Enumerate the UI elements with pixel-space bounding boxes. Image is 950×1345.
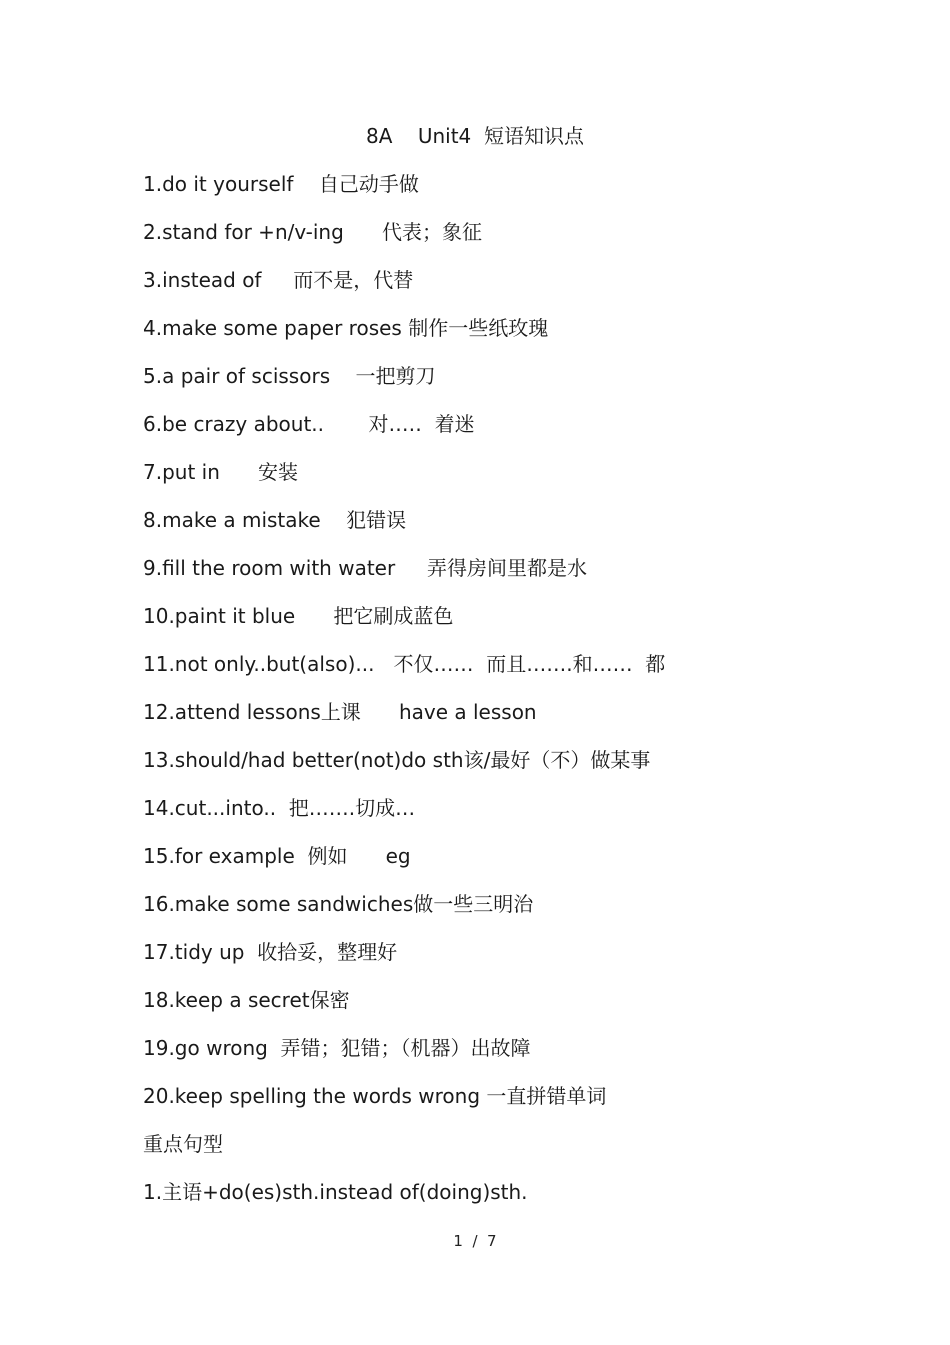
list-item: 3.instead of 而不是，代替 [143,268,414,292]
list-item: 11.not only..but(also)... 不仅…… 而且…….和…… 都 [143,652,666,676]
list-item: 18.keep a secret保密 [143,988,350,1012]
list-item: 20.keep spelling the words wrong 一直拼错单词 [143,1084,607,1108]
list-item: 13.should/had better(not)do sth该/最好（不）做某事 [143,748,651,772]
section-heading: 重点句型 [143,1132,223,1156]
document-title: 8A Unit4 短语知识点 [366,124,584,148]
list-item: 6.be crazy about.. 对‥… 着迷 [143,412,475,436]
list-item: 2.stand for +n/v-ing 代表；象征 [143,220,482,244]
list-item: 14.cut...into.. 把…….切成… [143,796,416,820]
list-item: 4.make some paper roses 制作一些纸玫瑰 [143,316,549,340]
list-item: 10.paint it blue 把它刷成蓝色 [143,604,454,628]
sentence-item: 1.主语+do(es)sth.instead of(doing)sth. [143,1180,528,1204]
list-item: 1.do it yourself 自己动手做 [143,172,419,196]
page-number: 1 / 7 [453,1232,497,1250]
list-item: 7.put in 安装 [143,460,299,484]
list-item: 19.go wrong 弄错；犯错；（机器）出故障 [143,1036,531,1060]
list-item: 5.a pair of scissors 一把剪刀 [143,364,436,388]
phrase-list [143,170,903,1226]
list-item: 17.tidy up 收拾妥，整理好 [143,940,398,964]
list-item: 15.for example 例如 eg [143,844,411,868]
list-item: 16.make some sandwiches做一些三明治 [143,892,534,916]
list-item: 8.make a mistake 犯错误 [143,508,407,532]
list-item: 12.attend lessons上课 have a lesson [143,700,537,724]
list-item: 9.fill the room with water 弄得房间里都是水 [143,556,587,580]
